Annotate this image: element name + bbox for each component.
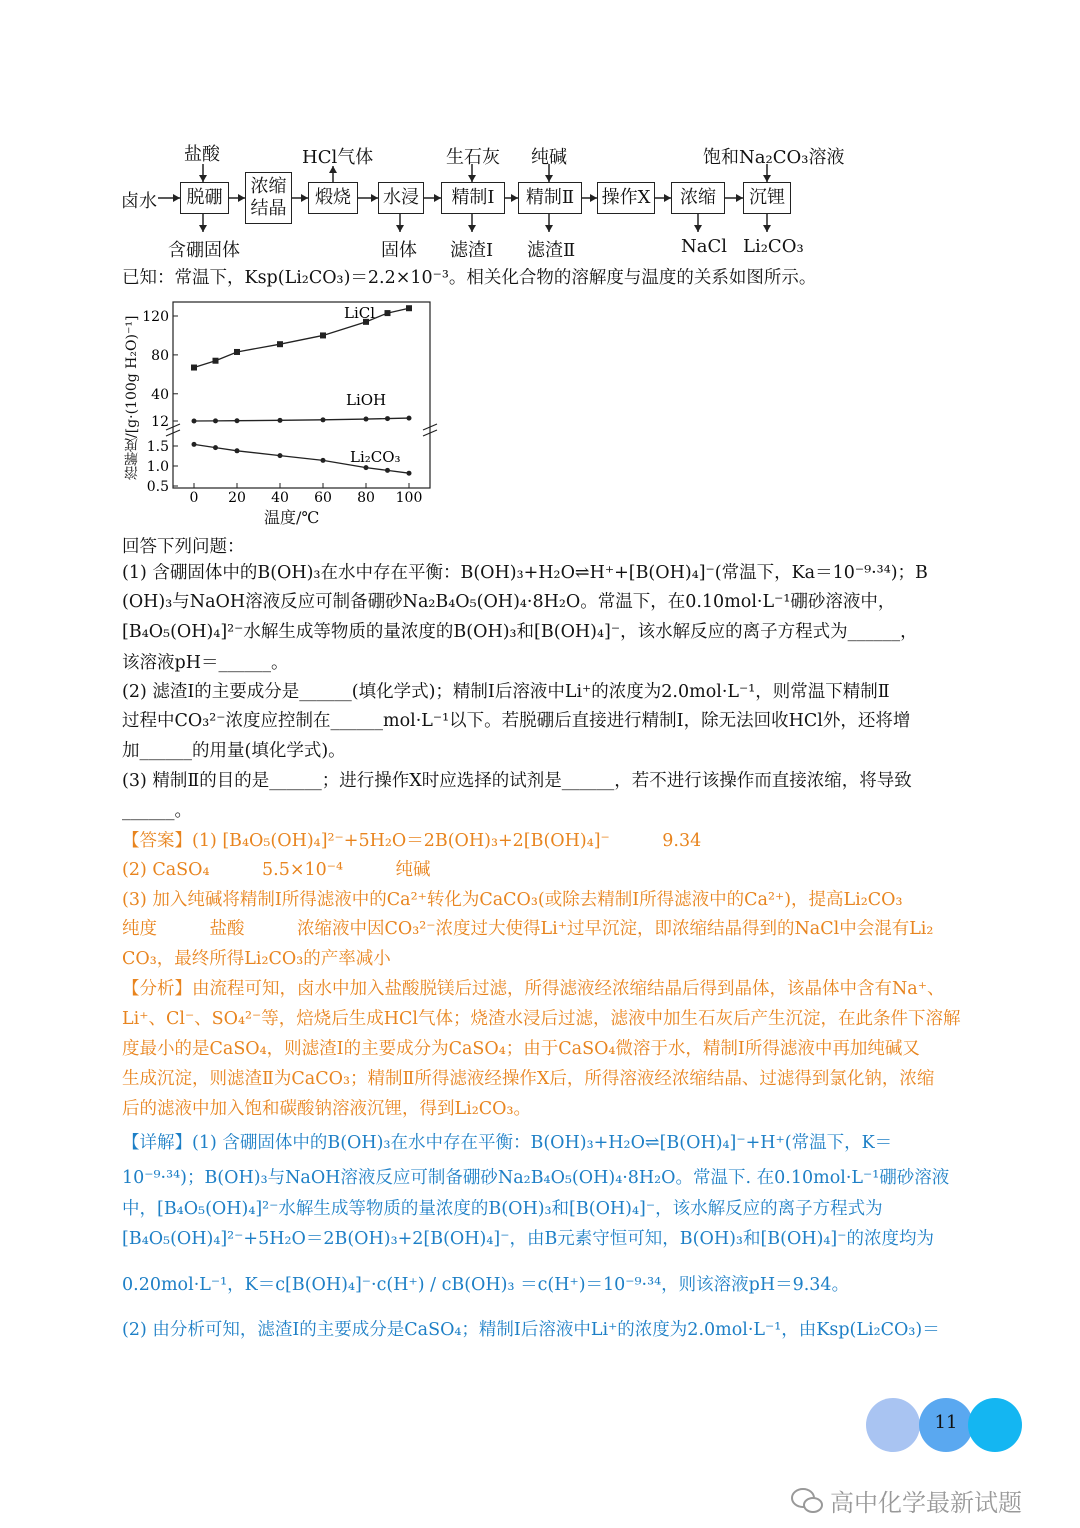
text-line: (2) CaSO₄ 5.5×10⁻⁴ 纯碱 bbox=[122, 860, 431, 880]
series-line bbox=[194, 418, 409, 421]
flow-output-residue-2: 滤渣Ⅱ bbox=[527, 240, 576, 261]
flow-box-concentrate-crystallize bbox=[245, 172, 292, 224]
y-tick-label: 80 bbox=[151, 347, 169, 364]
series-line bbox=[194, 308, 409, 367]
y-tick-label: 120 bbox=[142, 309, 169, 325]
flow-box-operation-x: 操作X bbox=[597, 182, 655, 214]
series-label: LiCl bbox=[344, 304, 376, 322]
wechat-icon bbox=[790, 1486, 824, 1516]
text-line: 度最小的是CaSO₄，则滤渣Ⅰ的主要成分为CaSO₄；由于CaSO₄微溶于水，精制Ⅰ所得滤液中再加纯碱又 bbox=[122, 1039, 920, 1059]
flow-box-refine-1: 精制Ⅰ bbox=[441, 182, 505, 214]
text-line: [B₄O₅(OH)₄]²⁻水解生成等物质的量浓度的B(OH)₃和[B(OH)₄]⁻，该水解反应的离子方程式为______， bbox=[122, 622, 918, 642]
text-line: 纯度 盐酸 浓缩液中因CO₃²⁻浓度过大使得Li⁺过早沉淀，即浓缩结晶得到的NaCl中会混有Li₂ bbox=[122, 919, 934, 939]
x-tick-label: 80 bbox=[357, 490, 375, 506]
data-point bbox=[278, 453, 283, 458]
data-point bbox=[407, 471, 412, 476]
y-tick-label: 12 bbox=[151, 414, 169, 430]
flow-output-nacl: NaCl bbox=[681, 236, 728, 257]
flow-input-brine: 卤水 bbox=[121, 191, 157, 212]
page-number: 11 bbox=[934, 1412, 958, 1433]
x-tick-label: 100 bbox=[395, 490, 423, 506]
data-point bbox=[407, 416, 412, 421]
x-tick-label: 60 bbox=[314, 490, 332, 506]
series-label: Li₂CO₃ bbox=[350, 448, 401, 466]
footer-text: 高中化学最新试题 bbox=[830, 1489, 1022, 1517]
text-line: 后的滤液中加入饱和碳酸钠溶液沉锂，得到Li₂CO₃。 bbox=[122, 1099, 531, 1119]
flow-box-concentrate: 浓缩 bbox=[671, 182, 725, 214]
text-line: 【答案】(1) [B₄O₅(OH)₄]²⁻+5H₂O＝2B(OH)₃+2[B(OH)₄]⁻ 9.34 bbox=[122, 831, 702, 851]
data-point bbox=[321, 417, 326, 422]
text-line: CO₃，最终所得Li₂CO₃的产率减小 bbox=[122, 949, 391, 969]
footer-watermark bbox=[790, 1483, 1022, 1518]
data-point bbox=[321, 458, 326, 463]
data-point bbox=[278, 418, 283, 423]
flow-output-solid: 固体 bbox=[381, 240, 417, 261]
process-flow-diagram bbox=[0, 0, 1080, 270]
text-line: 回答下列问题： bbox=[122, 537, 245, 557]
data-point bbox=[364, 417, 369, 422]
flow-output-hcl-gas: HCl气体 bbox=[302, 147, 374, 168]
flow-box-deboron: 脱硼 bbox=[180, 182, 229, 214]
text-line: 【分析】由流程可知，卤水中加入盐酸脱镁后过滤，所得滤液经浓缩结晶后得到晶体，该晶体中含有Na⁺、 bbox=[122, 979, 945, 999]
flow-input-quicklime: 生石灰 bbox=[446, 147, 500, 168]
text-line: 10⁻⁹·³⁴)；B(OH)₃与NaOH溶液反应可制备硼砂Na₂B₄O₅(OH)₄·8H₂O。常温下. 在0.10mol·L⁻¹硼砂溶液 bbox=[122, 1168, 950, 1188]
data-point bbox=[234, 349, 240, 355]
text-line: Li⁺、Cl⁻、SO₄²⁻等，焙烧后生成HCl气体；烧渣水浸后过滤，滤液中加生石灰后产生沉淀，在此条件下溶解 bbox=[122, 1009, 961, 1029]
text-line: (OH)₃与NaOH溶液反应可制备硼砂Na₂B₄O₅(OH)₄·8H₂O。常温下，在0.10mol·L⁻¹硼砂溶液中， bbox=[122, 592, 896, 612]
text-line: ______。 bbox=[122, 801, 192, 821]
data-point bbox=[385, 310, 391, 316]
text-line: (3) 精制Ⅱ的目的是______；进行操作X时应选择的试剂是______，若不进行该操作而直接浓缩，将导致 bbox=[122, 771, 912, 791]
x-tick-label: 0 bbox=[189, 490, 199, 506]
text-line: 【详解】(1) 含硼固体中的B(OH)₃在水中存在平衡：B(OH)₃+H₂O⇌[B(OH)₄]⁻+H⁺(常温下，K＝ bbox=[122, 1133, 893, 1153]
page-circle-left bbox=[866, 1398, 920, 1452]
x-tick-label: 20 bbox=[228, 490, 246, 506]
data-point bbox=[235, 418, 240, 423]
flow-box-lithium-precipitation: 沉锂 bbox=[743, 182, 791, 214]
flow-input-hcl: 盐酸 bbox=[184, 144, 220, 165]
data-point bbox=[385, 416, 390, 421]
text-line: (1) 含硼固体中的B(OH)₃在水中存在平衡：B(OH)₃+H₂O⇌H⁺+[B(OH)₄]⁻(常温下，Ka＝10⁻⁹·³⁴)；B bbox=[122, 563, 928, 583]
series-label: LiOH bbox=[346, 391, 387, 409]
text-line: 0.20mol·L⁻¹，K＝c[B(OH)₄]⁻·c(H⁺) / cB(OH)₃ ＝c(H⁺)＝10⁻⁹·³⁴，则该溶液pH＝9.34。 bbox=[122, 1275, 850, 1295]
data-point bbox=[235, 448, 240, 453]
data-point bbox=[277, 341, 283, 347]
data-point bbox=[320, 332, 326, 338]
data-point bbox=[385, 468, 390, 473]
text-line: (2) 由分析可知，滤渣I的主要成分是CaSO₄；精制I后溶液中Li⁺的浓度为2.0mol·L⁻¹，由Ksp(Li₂CO₃)＝ bbox=[122, 1320, 940, 1340]
text-line: 中，[B₄O₅(OH)₄]²⁻水解生成等物质的量浓度的B(OH)₃和[B(OH)₄]⁻，该水解反应的离子方程式为 bbox=[122, 1199, 883, 1219]
data-point bbox=[191, 365, 197, 371]
text-line: 生成沉淀，则滤渣Ⅱ为CaCO₃；精制Ⅱ所得滤液经操作X后，所得溶液经浓缩结晶、过滤得到氯化钠，浓缩 bbox=[122, 1069, 935, 1089]
flow-box-water-leach: 水浸 bbox=[378, 182, 424, 214]
data-point bbox=[192, 442, 197, 447]
page-circle-right bbox=[968, 1398, 1022, 1452]
text-line: 该溶液pH＝______。 bbox=[122, 653, 289, 673]
flow-output-residue-1: 滤渣Ⅰ bbox=[450, 240, 494, 261]
text-line: (2) 滤渣Ⅰ的主要成分是______(填化学式)；精制Ⅰ后溶液中Li⁺的浓度为2.0mol·L⁻¹，则常温下精制Ⅱ bbox=[122, 682, 890, 702]
flow-box-label: 结晶 bbox=[250, 198, 287, 219]
data-point bbox=[213, 358, 219, 364]
flow-input-na2co3: 饱和Na₂CO₃溶液 bbox=[703, 147, 845, 168]
x-tick-label: 40 bbox=[271, 490, 289, 506]
flow-output-li2co3: Li₂CO₃ bbox=[743, 236, 804, 257]
chart-ylabel: 溶解度/[g·(100g H₂O)⁻¹] bbox=[124, 315, 140, 481]
text-line: 加______的用量(填化学式)。 bbox=[122, 741, 346, 761]
text-line: 过程中CO₃²⁻浓度应控制在______mol·L⁻¹以下。若脱硼后直接进行精制Ⅰ，除无法回收HCl外，还将增 bbox=[122, 711, 911, 731]
y-tick-label: 40 bbox=[151, 386, 169, 403]
flow-box-refine-2: 精制Ⅱ bbox=[518, 182, 582, 214]
data-point bbox=[192, 419, 197, 424]
y-tick-label: 0.5 bbox=[146, 479, 169, 495]
flow-output-boron-solid: 含硼固体 bbox=[168, 240, 240, 261]
data-point bbox=[406, 305, 412, 311]
text-line: [B₄O₅(OH)₄]²⁻+5H₂O＝2B(OH)₃+2[B(OH)₄]⁻，由B元素守恒可知，B(OH)₃和[B(OH)₄]⁻的浓度均为 bbox=[122, 1229, 934, 1249]
text-line: (3) 加入纯碱将精制Ⅰ所得滤液中的Ca²⁺转化为CaCO₃(或除去精制Ⅰ所得滤液中的Ca²⁺)，提高Li₂CO₃ bbox=[122, 890, 903, 910]
chart-xlabel: 温度/℃ bbox=[264, 508, 320, 527]
flow-box-label: 浓缩 bbox=[250, 176, 287, 197]
y-tick-label: 1.0 bbox=[146, 459, 169, 475]
flow-input-soda: 纯碱 bbox=[531, 147, 567, 168]
flow-box-calcine: 煅烧 bbox=[308, 182, 358, 214]
data-point bbox=[213, 418, 218, 423]
data-point bbox=[213, 445, 218, 450]
y-tick-label: 1.5 bbox=[146, 439, 169, 455]
known-condition: 已知：常温下，Ksp(Li₂CO₃)＝2.2×10⁻³。相关化合物的溶解度与温度的关系如图所示。 bbox=[122, 268, 817, 288]
solubility-chart bbox=[118, 296, 438, 526]
